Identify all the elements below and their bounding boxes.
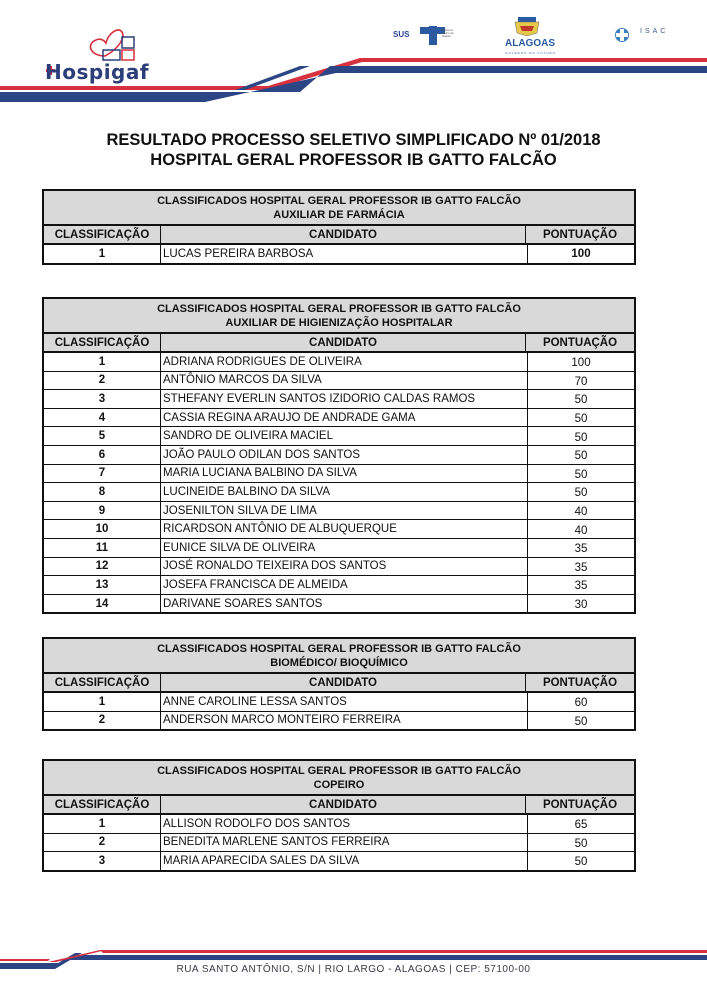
- table-heading: CLASSIFICADOS HOSPITAL GERAL PROFESSOR IB GATTO FALCÃO: [157, 643, 521, 655]
- table-row: [44, 558, 634, 577]
- col-header-rank: CLASSIFICAÇÃO: [44, 674, 161, 691]
- table-row: [44, 245, 634, 263]
- table-title: [44, 639, 634, 674]
- isac-logo-icon: [615, 28, 629, 42]
- table-row: [44, 502, 634, 521]
- table-role: AUXILIAR DE HIGIENIZAÇÃO HOSPITALAR: [225, 317, 453, 329]
- table-title: [44, 299, 634, 334]
- rank-cell: 7: [44, 465, 161, 483]
- candidate-cell: RICARDSON ANTÔNIO DE ALBUQUERQUE: [161, 520, 528, 538]
- table-row: [44, 409, 634, 428]
- isac-logo-text: ISAC: [640, 28, 669, 35]
- document-title-line1: RESULTADO PROCESSO SELETIVO SIMPLIFICADO Nº 01/2018: [106, 131, 601, 149]
- candidate-cell: JOSEFA FRANCISCA DE ALMEIDA: [161, 576, 528, 594]
- score-cell: 50: [574, 715, 588, 728]
- rank-cell: 3: [44, 390, 161, 408]
- table-header-row: [44, 226, 634, 245]
- rank-cell: 1: [44, 693, 161, 711]
- rank-cell: 2: [44, 712, 161, 730]
- table-row: [44, 693, 634, 712]
- col-header-score: PONTUAÇÃO: [542, 228, 618, 241]
- score-cell: 50: [574, 450, 588, 463]
- table-header-row: [44, 674, 634, 693]
- table-row: [44, 852, 634, 870]
- rank-cell: 10: [44, 520, 161, 538]
- score-cell: 35: [574, 561, 588, 574]
- score-cell: 40: [574, 506, 588, 519]
- col-header-rank: CLASSIFICAÇÃO: [44, 796, 161, 813]
- hospigaf-logo-text: Hospigaf: [45, 60, 150, 84]
- table-row: [44, 483, 634, 502]
- table-title: [44, 761, 634, 796]
- col-header-score: PONTUAÇÃO: [542, 336, 618, 349]
- candidate-cell: ANDERSON MARCO MONTEIRO FERREIRA: [161, 712, 528, 730]
- table-heading: CLASSIFICADOS HOSPITAL GERAL PROFESSOR IB GATTO FALCÃO: [157, 195, 521, 207]
- score-cell: 50: [574, 487, 588, 500]
- table-row: [44, 446, 634, 465]
- table-role: COPEIRO: [313, 779, 365, 791]
- table-heading: CLASSIFICADOS HOSPITAL GERAL PROFESSOR IB GATTO FALCÃO: [157, 765, 521, 777]
- col-header-score: PONTUAÇÃO: [542, 798, 618, 811]
- results-table: [42, 759, 636, 872]
- score-cell: 30: [574, 599, 588, 612]
- table-heading: CLASSIFICADOS HOSPITAL GERAL PROFESSOR IB GATTO FALCÃO: [157, 303, 521, 315]
- col-header-score: PONTUAÇÃO: [542, 676, 618, 689]
- candidate-cell: JOSÉ RONALDO TEIXEIRA DOS SANTOS: [161, 558, 528, 576]
- rank-cell: 1: [44, 353, 161, 371]
- candidate-cell: JOÃO PAULO ODILAN DOS SANTOS: [161, 446, 528, 464]
- score-cell: 70: [574, 375, 588, 388]
- score-cell: 35: [574, 580, 588, 593]
- table-row: [44, 712, 634, 730]
- table-role: BIOMÉDICO/ BIOQUÍMICO: [270, 657, 408, 669]
- footer-address: RUA SANTO ANTÔNIO, S/N | RIO LARGO - ALAGOAS | CEP: 57100-00: [176, 964, 531, 975]
- sus-logo-text: SUS: [393, 30, 410, 39]
- candidate-cell: CASSIA REGINA ARAUJO DE ANDRADE GAMA: [161, 409, 528, 427]
- score-cell: 50: [574, 431, 588, 444]
- rank-cell: 1: [44, 245, 161, 263]
- score-cell: 35: [574, 543, 588, 556]
- candidate-cell: MARIA LUCIANA BALBINO DA SILVA: [161, 465, 528, 483]
- table-header-row: [44, 796, 634, 815]
- table-role: AUXILIAR DE FARMÁCIA: [273, 209, 405, 221]
- table-row: [44, 815, 634, 834]
- rank-cell: 14: [44, 595, 161, 613]
- col-header-candidate: CANDIDATO: [161, 226, 526, 243]
- table-row: [44, 595, 634, 613]
- rank-cell: 3: [44, 852, 161, 870]
- table-row: [44, 539, 634, 558]
- table-row: [44, 834, 634, 853]
- score-cell: 50: [574, 413, 588, 426]
- candidate-cell: EUNICE SILVA DE OLIVEIRA: [161, 539, 528, 557]
- results-table: [42, 637, 636, 731]
- table-row: [44, 427, 634, 446]
- alagoas-logo-text: ALAGOAS: [505, 38, 555, 49]
- rank-cell: 2: [44, 834, 161, 852]
- rank-cell: 13: [44, 576, 161, 594]
- rank-cell: 2: [44, 372, 161, 390]
- col-header-rank: CLASSIFICAÇÃO: [44, 226, 161, 243]
- alagoas-logo-subtext: GOVERNO DO FUTURO: [505, 51, 557, 55]
- col-header-candidate: CANDIDATO: [161, 796, 526, 813]
- candidate-cell: STHEFANY EVERLIN SANTOS IZIDORIO CALDAS RAMOS: [161, 390, 528, 408]
- letterhead-stripes: [0, 0, 707, 110]
- col-header-candidate: CANDIDATO: [161, 674, 526, 691]
- rank-cell: 11: [44, 539, 161, 557]
- table-row: [44, 576, 634, 595]
- candidate-cell: DARIVANE SOARES SANTOS: [161, 595, 528, 613]
- score-cell: 65: [574, 819, 588, 832]
- rank-cell: 5: [44, 427, 161, 445]
- score-cell: 60: [574, 697, 588, 710]
- table-header-row: [44, 334, 634, 353]
- candidate-cell: ANTÔNIO MARCOS DA SILVA: [161, 372, 528, 390]
- table-row: [44, 465, 634, 484]
- candidate-cell: BENEDITA MARLENE SANTOS FERREIRA: [161, 834, 528, 852]
- score-cell: 50: [574, 837, 588, 850]
- candidate-cell: JOSENILTON SILVA DE LIMA: [161, 502, 528, 520]
- rank-cell: 9: [44, 502, 161, 520]
- table-row: [44, 353, 634, 372]
- rank-cell: 1: [44, 815, 161, 833]
- score-cell: 40: [574, 524, 588, 537]
- score-cell: 50: [574, 468, 588, 481]
- candidate-cell: ALLISON RODOLFO DOS SANTOS: [161, 815, 528, 833]
- score-cell: 50: [574, 856, 588, 869]
- candidate-cell: SANDRO DE OLIVEIRA MACIEL: [161, 427, 528, 445]
- rank-cell: 12: [44, 558, 161, 576]
- document-title-line2: HOSPITAL GERAL PROFESSOR IB GATTO FALCÃO: [150, 151, 557, 169]
- candidate-cell: ADRIANA RODRIGUES DE OLIVEIRA: [161, 353, 528, 371]
- score-cell: 50: [574, 394, 588, 407]
- letterhead: [0, 0, 707, 110]
- sus-logo-subtext: Sistema Único de Saúde: [442, 28, 454, 38]
- rank-cell: 8: [44, 483, 161, 501]
- candidate-cell: LUCINEIDE BALBINO DA SILVA: [161, 483, 528, 501]
- table-title: [44, 191, 634, 226]
- table-row: [44, 390, 634, 409]
- table-row: [44, 372, 634, 391]
- alagoas-crest-icon: [515, 17, 539, 36]
- rank-cell: 6: [44, 446, 161, 464]
- results-table: [42, 189, 636, 265]
- table-row: [44, 520, 634, 539]
- candidate-cell: MARIA APARECIDA SALES DA SILVA: [161, 852, 528, 870]
- score-cell: 100: [571, 247, 591, 260]
- candidate-cell: LUCAS PEREIRA BARBOSA: [161, 245, 528, 263]
- rank-cell: 4: [44, 409, 161, 427]
- col-header-candidate: CANDIDATO: [161, 334, 526, 351]
- col-header-rank: CLASSIFICAÇÃO: [44, 334, 161, 351]
- score-cell: 100: [571, 357, 591, 370]
- candidate-cell: ANNE CAROLINE LESSA SANTOS: [161, 693, 528, 711]
- results-table: [42, 297, 636, 614]
